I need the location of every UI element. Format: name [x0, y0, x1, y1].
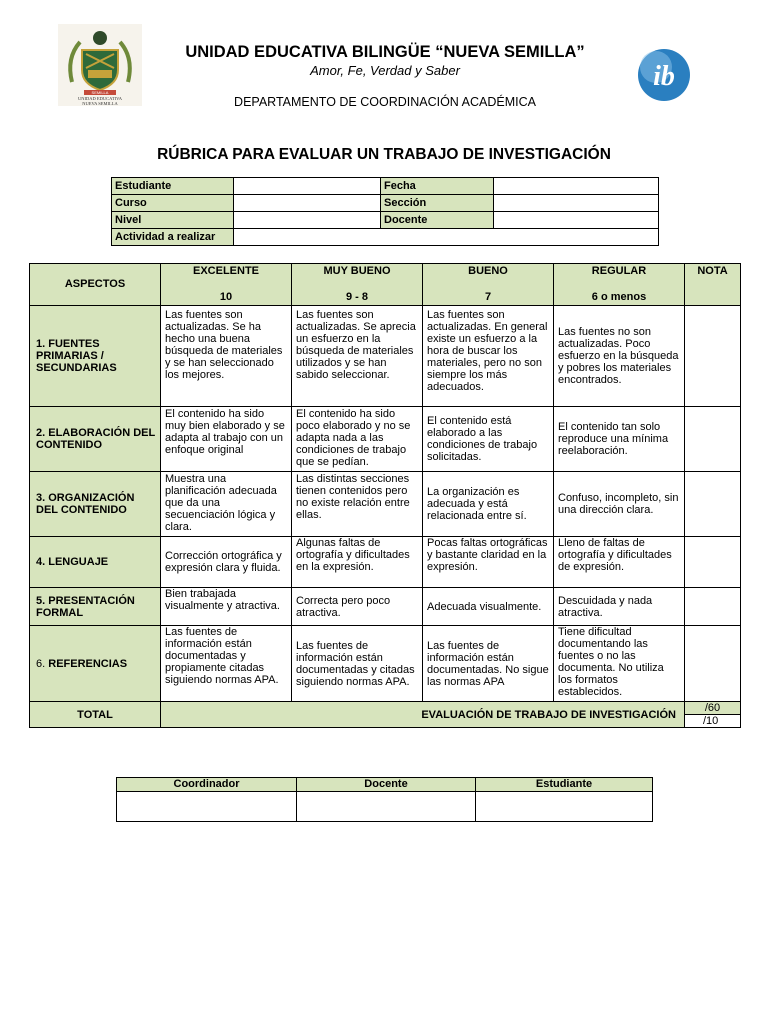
criterion-cell: Lleno de faltas de ortografía y dificultades de expresión. — [554, 537, 685, 588]
rubric-row — [30, 306, 741, 407]
label-fecha: Fecha — [381, 178, 494, 195]
aspect-name: FUENTES PRIMARIAS / SECUNDARIAS — [36, 338, 117, 374]
document-title: RÚBRICA PARA EVALUAR UN TRABAJO DE INVESTIGACIÓN — [157, 146, 611, 163]
sign-field-docente[interactable] — [297, 792, 476, 822]
aspect-number: 1. — [36, 338, 46, 350]
field-seccion[interactable] — [494, 195, 659, 212]
sign-label-docente: Docente — [297, 778, 476, 792]
ib-logo-icon — [636, 47, 692, 103]
nota-cell[interactable] — [685, 306, 741, 407]
criterion-cell: Las fuentes de información están documentadas y propiamente citadas siguiendo normas APA. — [161, 626, 292, 702]
aspect-referencias — [30, 626, 161, 702]
criterion-cell: Las fuentes son actualizadas. Se ha hecho una buena búsqueda de materiales y se han seleccionado los mejores. — [161, 306, 292, 407]
aspect-name: REFERENCIAS — [48, 657, 128, 670]
criterion-cell: Confuso, incompleto, sin una dirección clara. — [554, 472, 685, 537]
criterion-cell: Descuidada y nada atractiva. — [554, 588, 685, 626]
criterion-cell: Pocas faltas ortográficas y bastante claridad en la expresión. — [423, 537, 554, 588]
criterion-cell: El contenido ha sido poco elaborado y no se adapta nada a las condiciones de trabajo que se pedían. — [292, 407, 423, 472]
aspect-elaboracion — [30, 407, 161, 472]
level-name: MUY BUENO — [323, 265, 391, 277]
criterion-cell: Las fuentes son actualizadas. Se aprecia un esfuerzo en la búsqueda de materiales utilizados y se han sabido seleccionar. — [292, 306, 423, 407]
sign-label-coordinador: Coordinador — [117, 778, 297, 792]
level-name: BUENO — [468, 265, 508, 277]
label-actividad: Actividad a realizar — [112, 229, 234, 246]
school-crest-icon — [58, 24, 142, 106]
aspect-name: PRESENTACIÓN FORMAL — [36, 594, 135, 619]
label-docente: Docente — [381, 212, 494, 229]
rubric-table — [29, 263, 741, 728]
aspects-header — [30, 264, 161, 306]
school-motto: Amor, Fe, Verdad y Saber — [310, 63, 460, 78]
nota-cell[interactable] — [685, 472, 741, 537]
sign-field-coordinador[interactable] — [117, 792, 297, 822]
evaluation-label: EVALUACIÓN DE TRABAJO DE INVESTIGACIÓN — [161, 702, 685, 728]
student-info-table — [111, 177, 659, 246]
field-fecha[interactable] — [494, 178, 659, 195]
criterion-cell: El contenido ha sido muy bien elaborado y se adapta al trabajo con un enfoque original — [161, 407, 292, 472]
criterion-cell: La organización es adecuada y está relacionada entre sí. — [423, 472, 554, 537]
sign-field-estudiante[interactable] — [476, 792, 653, 822]
rubric-row — [30, 626, 741, 702]
score-10[interactable]: /10 — [685, 715, 741, 728]
criterion-cell: Tiene dificultad documentando las fuentes o no las documenta. No utiliza los formatos establecidos. — [554, 626, 685, 702]
aspects-header-label: ASPECTOS — [64, 278, 126, 290]
aspect-number: 6. — [36, 657, 46, 670]
level-name: REGULAR — [591, 265, 647, 277]
field-docente[interactable] — [494, 212, 659, 229]
rubric-row — [30, 472, 741, 537]
level-header-regular — [554, 264, 685, 306]
nota-header-label: NOTA — [697, 265, 728, 277]
level-score: 7 — [484, 291, 492, 303]
label-curso: Curso — [112, 195, 234, 212]
aspect-name: LENGUAJE — [48, 556, 109, 568]
criterion-cell: Algunas faltas de ortografía y dificultades en la expresión. — [292, 537, 423, 588]
aspect-lenguaje — [30, 537, 161, 588]
ib-logo — [636, 47, 692, 103]
rubric-row — [30, 537, 741, 588]
school-name: UNIDAD EDUCATIVA BILINGÜE “NUEVA SEMILLA” — [185, 43, 585, 61]
school-logo — [58, 24, 142, 106]
criterion-cell: Las fuentes de información están documentadas. No sigue las normas APA — [423, 626, 554, 702]
level-score: 9 - 8 — [345, 291, 368, 303]
svg-text:NUEVA SEMILLA: NUEVA SEMILLA — [82, 101, 118, 106]
score-60[interactable]: /60 — [685, 702, 741, 715]
aspect-number: 4. — [36, 556, 46, 568]
field-nivel[interactable] — [234, 212, 381, 229]
nota-cell[interactable] — [685, 626, 741, 702]
level-header-muy-bueno — [292, 264, 423, 306]
sign-label-estudiante: Estudiante — [476, 778, 653, 792]
nota-cell[interactable] — [685, 537, 741, 588]
level-score: 6 o menos — [591, 291, 647, 303]
criterion-cell: Adecuada visualmente. — [423, 588, 554, 626]
criterion-cell: Corrección ortográfica y expresión clara y fluida. — [161, 537, 292, 588]
nota-header — [685, 264, 741, 306]
label-seccion: Sección — [381, 195, 494, 212]
criterion-cell: Las fuentes son actualizadas. En general existe un esfuerzo a la hora de buscar los materiales, pero no son siempre los más adecuados. — [423, 306, 554, 407]
aspect-presentacion — [30, 588, 161, 626]
aspect-fuentes — [30, 306, 161, 407]
label-nivel: Nivel — [112, 212, 234, 229]
rubric-row — [30, 588, 741, 626]
criterion-cell: El contenido tan solo reproduce una mínima reelaboración. — [554, 407, 685, 472]
level-header-bueno — [423, 264, 554, 306]
svg-text:UNIDAD EDUCATIVA: UNIDAD EDUCATIVA — [77, 96, 123, 101]
field-curso[interactable] — [234, 195, 381, 212]
aspect-number: 2. — [36, 427, 46, 439]
level-header-excelente — [161, 264, 292, 306]
svg-text:ib: ib — [653, 61, 675, 92]
aspect-name: ORGANIZACIÓN DEL CONTENIDO — [36, 492, 135, 516]
criterion-cell: Las distintas secciones tienen contenidos pero no existe relación entre ellas. — [292, 472, 423, 537]
criterion-cell: El contenido está elaborado a las condiciones de trabajo solicitadas. — [423, 407, 554, 472]
criterion-cell: Las fuentes no son actualizadas. Poco esfuerzo en la búsqueda y pobres los materiales encontrados. — [554, 306, 685, 407]
criterion-cell: Muestra una planificación adecuada que da una secuenciación lógica y clara. — [161, 472, 292, 537]
label-estudiante: Estudiante — [112, 178, 234, 195]
rubric-row — [30, 407, 741, 472]
criterion-cell: Correcta pero poco atractiva. — [292, 588, 423, 626]
signature-table — [116, 777, 653, 822]
department-name: DEPARTAMENTO DE COORDINACIÓN ACADÉMICA — [234, 95, 536, 109]
criterion-cell: Bien trabajada visualmente y atractiva. — [161, 588, 292, 626]
svg-text:SEMILLA: SEMILLA — [91, 90, 109, 95]
aspect-number: 3. — [36, 492, 46, 504]
aspect-organizacion — [30, 472, 161, 537]
aspect-name: ELABORACIÓN DEL CONTENIDO — [36, 427, 155, 451]
nota-cell[interactable] — [685, 588, 741, 626]
total-label: TOTAL — [30, 702, 161, 728]
field-actividad[interactable] — [234, 229, 659, 246]
level-score: 10 — [219, 291, 233, 303]
nota-cell[interactable] — [685, 407, 741, 472]
level-name: EXCELENTE — [192, 265, 259, 277]
field-estudiante[interactable] — [234, 178, 381, 195]
aspect-number: 5. — [36, 594, 46, 607]
criterion-cell: Las fuentes de información están documentadas y citadas siguiendo normas APA. — [292, 626, 423, 702]
